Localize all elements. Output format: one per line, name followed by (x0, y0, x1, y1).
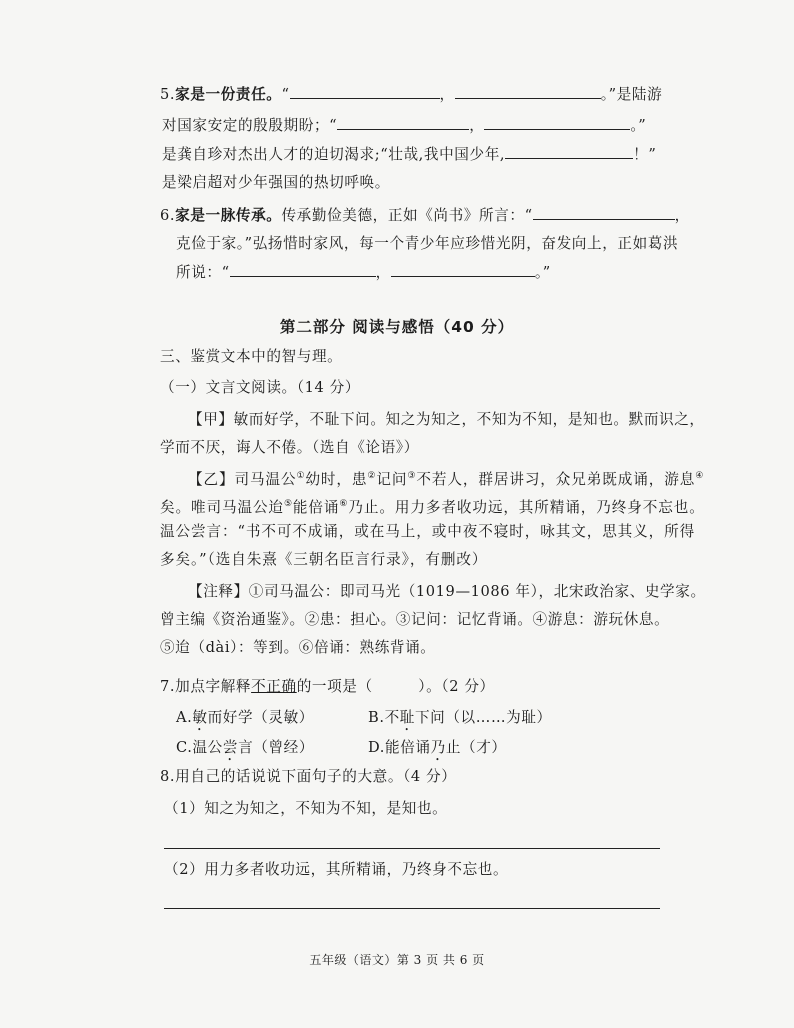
passage-b-line4: 多矣。”（选自朱熹《三朝名臣言行录》，有删改） (160, 551, 488, 568)
q7-d-dotted-char: 乃 (430, 739, 446, 756)
section3-title: 三、鉴赏文本中的智与理。 (160, 348, 343, 365)
q7-c-text: 言（曾经） (238, 739, 315, 756)
q7-stem-c: 的一项是（ ）。（2 分） (296, 678, 495, 695)
passage-b-seg-d: 不若人，群居讲习，众兄弟既成诵，游息 (416, 470, 696, 488)
passage-b-seg-a: 【乙】司马温公 (188, 470, 297, 488)
q5-line1 (160, 84, 662, 105)
q5-comma-2: ， (469, 117, 485, 134)
q7-a-text: 而好学（灵敏） (207, 709, 314, 726)
passage-a-line1: 【甲】敏而好学，不耻下问。知之为知之，不知为不知，是知也。默而识之， (188, 411, 705, 428)
passage-b-seg-f: 能倍诵 (292, 498, 340, 516)
q7-stem-a: 7.加点字解释 (160, 678, 252, 695)
notes-line3: ⑤迨（dài）：等到。⑥倍诵：熟练背诵。 (160, 639, 436, 656)
page-footer: 五年级（语文）第 3 页 共 6 页 (309, 953, 485, 967)
q5-line2-head: 对国家安定的殷殷期盼；“ (162, 117, 338, 134)
passage-b-seg-c: 记问 (376, 470, 408, 488)
q5-quote-open: “ (281, 86, 290, 103)
q6-number: 6. (160, 207, 176, 224)
q7-a-dotted-char: 敏 (192, 709, 208, 726)
q8-sentence-1: （1）知之为知之，不知为不知，是知也。 (164, 800, 448, 817)
passage-b-seg-e: 矣。唯司马温公迨 (160, 498, 284, 516)
q5-blank-4[interactable] (484, 115, 630, 130)
note-mark-2: ② (367, 471, 377, 481)
q6-line1-text: 传承勤俭美德，正如《尚书》所言：“ (281, 207, 533, 224)
q5-blank-3[interactable] (337, 115, 469, 130)
q7-b-dotted-char: 耻 (399, 709, 415, 726)
q8-stem: 8.用自己的话说说下面句子的大意。（4 分） (160, 768, 457, 785)
q7-option-a[interactable] (176, 708, 314, 734)
q5-line2 (162, 115, 646, 136)
q7-a-label: A. (176, 709, 193, 726)
q8-answer-line-2[interactable] (164, 908, 660, 909)
q6-heading: 家是一脉传承。 (175, 207, 282, 224)
q6-line1 (160, 205, 690, 226)
note-mark-4: ④ (695, 471, 705, 481)
q7-c-label: C.温公 (176, 739, 223, 756)
note-mark-3: ③ (407, 471, 417, 481)
passage-b-seg-b: 幼时，患 (305, 470, 368, 488)
q5-line4: 是梁启超对少年强国的热切呼唤。 (162, 174, 390, 191)
q8-sentence-2: （2）用力多者收功远，其所精诵，乃终身不忘也。 (164, 861, 509, 878)
q6-line3 (176, 262, 551, 283)
q7-d-text: 止（才） (445, 739, 507, 756)
q7-b-label: B.不 (368, 709, 400, 726)
q7-option-c[interactable] (176, 738, 314, 764)
notes-line2: 曾主编《资治通鉴》。②患：担心。③记问：记忆背诵。④游息：游玩休息。 (160, 611, 670, 628)
q7-d-label: D.能倍诵 (368, 739, 431, 756)
q6-blank-3[interactable] (391, 262, 535, 277)
q7-option-b[interactable] (368, 708, 552, 734)
q5-line1-tail: 。”是陆游 (600, 86, 663, 103)
q7-stem-emphasis: 不正确 (251, 678, 297, 695)
q5-comma-1: ， (439, 86, 455, 103)
q6-blank-2[interactable] (230, 262, 376, 277)
q8-answer-line-1[interactable] (164, 848, 660, 849)
q7-c-dotted-char: 尝 (222, 739, 239, 756)
note-mark-6: ⑥ (339, 499, 349, 509)
q5-blank-5[interactable] (505, 144, 633, 159)
q6-comma-2: ， (375, 264, 391, 281)
passage-a-line2: 学而不厌，诲人不倦。（选自《论语》） (160, 439, 419, 456)
q7-stem (160, 677, 495, 697)
q5-line2-tail: 。” (630, 117, 647, 134)
q5-heading: 家是一份责任。 (175, 86, 282, 103)
q5-line3 (162, 144, 656, 165)
section3-subtitle: （一）文言文阅读。（14 分） (160, 379, 361, 396)
q6-blank-1[interactable] (533, 205, 675, 220)
q6-line2: 克俭于家。”弘扬惜时家风，每一个青少年应珍惜光阴，奋发向上，正如葛洪 (176, 235, 679, 252)
passage-b-line3: 温公尝言：“书不可不成诵，或在马上，或中夜不寝时，咏其文，思其义，所得 (160, 523, 696, 540)
part2-title: 第二部分 阅读与感悟（40 分） (279, 318, 515, 336)
q5-blank-1[interactable] (290, 84, 440, 99)
passage-b-seg-g: 乃止。用力多者收功远，其所精诵，乃终身不忘也。 (348, 498, 705, 516)
notes-line1: 【注释】①司马温公：即司马光（1019—1086 年），北宋政治家、史学家。 (188, 583, 706, 600)
q5-line3-tail: ！” (633, 146, 657, 163)
q7-option-d[interactable] (368, 738, 507, 764)
q5-number: 5. (160, 86, 176, 103)
note-mark-5: ⑤ (283, 499, 293, 509)
q5-blank-2[interactable] (455, 84, 601, 99)
q6-line3-tail: 。” (534, 264, 551, 281)
q6-comma-1: ， (674, 207, 690, 224)
q5-line3-head: 是龚自珍对杰出人才的迫切渴求;“壮哉,我中国少年, (162, 146, 506, 163)
q6-line3-head: 所说：“ (176, 264, 230, 281)
passage-b-line1 (188, 466, 704, 490)
passage-b-line2 (160, 494, 705, 518)
q7-b-text: 下问（以……为耻） (414, 709, 552, 726)
note-mark-1: ① (296, 471, 306, 481)
